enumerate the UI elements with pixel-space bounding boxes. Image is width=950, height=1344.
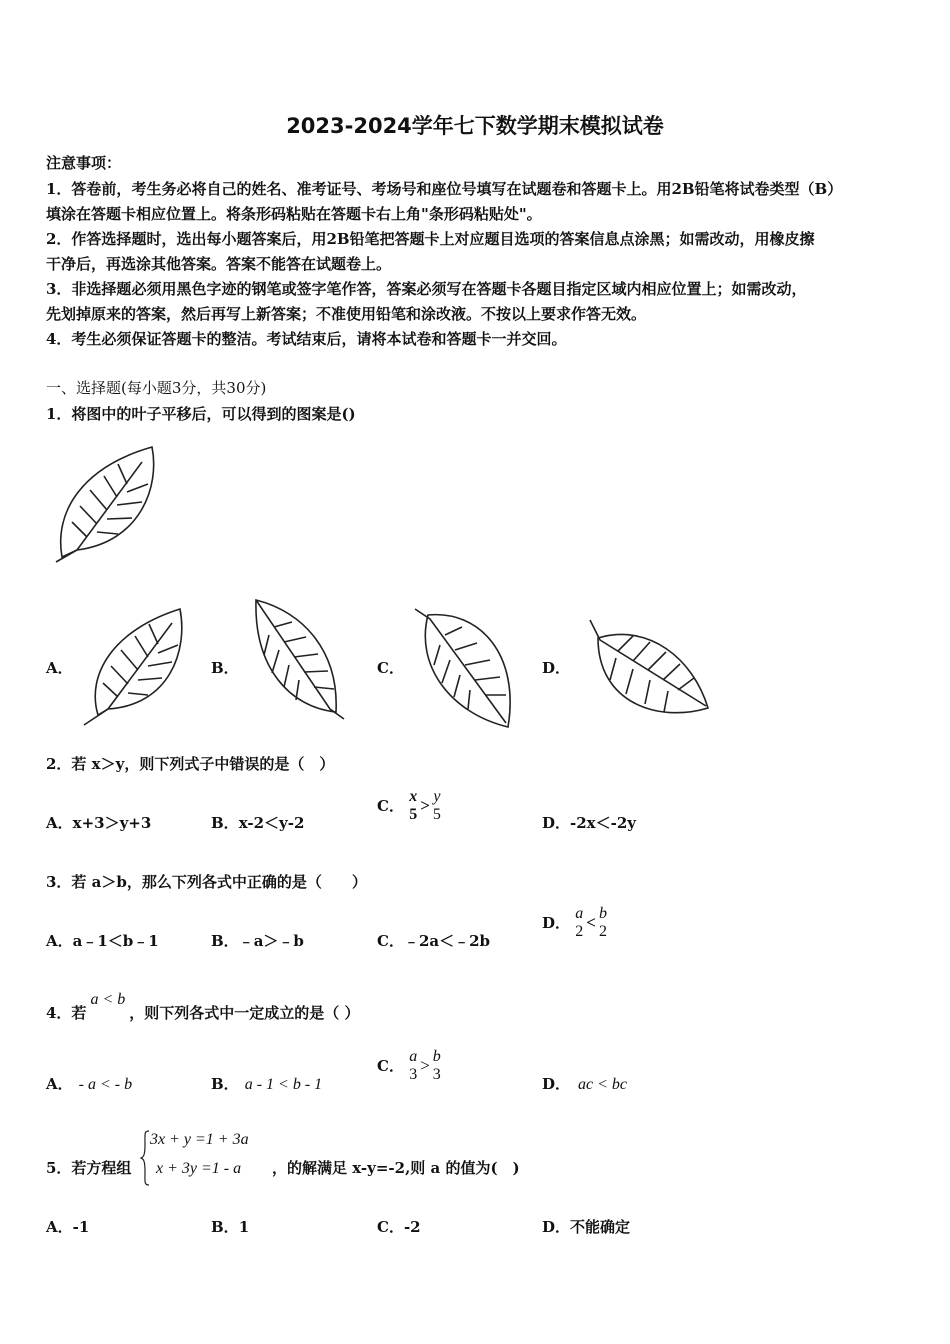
numerator: a — [575, 905, 584, 922]
q3-option-c[interactable] — [377, 930, 490, 951]
option-text: ﹣a＞﹣b — [238, 932, 304, 950]
page-title: 2023-2024学年七下数学期末模拟试卷 — [286, 114, 664, 138]
q5-option-b[interactable] — [211, 1216, 249, 1237]
equation-2: x + 3y =1 - a — [156, 1160, 242, 1177]
q1-option-b-label: B． — [211, 659, 239, 677]
numerator: a — [409, 1048, 418, 1065]
q2-option-b[interactable] — [211, 812, 304, 833]
q5-stem-prefix: 5．若方程组 — [46, 1159, 132, 1177]
option-label: B． — [211, 814, 239, 832]
leaf-option-c-image[interactable] — [410, 605, 520, 730]
option-label: C． — [377, 932, 404, 950]
option-label: B． — [211, 1075, 239, 1093]
denominator: 5 — [432, 805, 441, 823]
notice-line: 填涂在答题卡相应位置上。将条形码粘贴在答题卡右上角"条形码粘贴处"。 — [46, 205, 542, 223]
option-text: x-2＜y-2 — [238, 814, 305, 832]
q1-option-d-label: D． — [542, 659, 571, 677]
fraction — [409, 1048, 417, 1083]
q3-option-a[interactable] — [46, 930, 159, 951]
q2-stem: 2．若 x＞y，则下列式子中错误的是（ ） — [46, 755, 335, 773]
q1-option-a-label: A． — [46, 659, 73, 677]
option-label: C． — [377, 1218, 404, 1236]
notice-heading: 注意事项： — [46, 154, 122, 172]
notice-line: 1．答卷前，考生务必将自己的姓名、准考证号、考场号和座位号填写在试题卷和答题卡上。用2B铅笔将试卷类型（B） — [46, 180, 843, 198]
option-text: 1 — [238, 1218, 250, 1236]
q1-option-c-label: C． — [377, 659, 404, 677]
denominator: 3 — [432, 1065, 441, 1083]
option-text: ac < bc — [578, 1076, 628, 1093]
q4-option-b[interactable] — [211, 1073, 322, 1094]
section-heading: 一、选择题(每小题3分，共30分) — [46, 379, 267, 397]
q5-option-d[interactable] — [542, 1216, 630, 1237]
option-label: A． — [46, 1218, 73, 1236]
option-label: D． — [542, 1075, 571, 1093]
q1-stem: 1．将图中的叶子平移后，可以得到的图案是() — [46, 405, 356, 423]
q2-option-c[interactable] — [377, 788, 441, 823]
notice-line: 2．作答选择题时，选出每小题答案后，用2B铅笔把答题卡上对应题目选项的答案信息点涂黑；如需改动，用橡皮擦 — [46, 230, 815, 248]
q2-option-a[interactable] — [46, 812, 151, 833]
option-label: D． — [542, 1218, 571, 1236]
notice-line: 4．考生必须保证答题卡的整洁。考试结束后，请将本试卷和答题卡一并交回。 — [46, 330, 567, 348]
option-label: B． — [211, 932, 239, 950]
q4-option-a[interactable] — [46, 1073, 132, 1094]
stem-math: a < b — [90, 991, 126, 1008]
option-label: A． — [46, 814, 73, 832]
option-text: -2 — [403, 1218, 421, 1236]
relation-symbol: < — [586, 912, 596, 932]
option-label: D． — [542, 814, 571, 832]
option-text: a - 1 < b - 1 — [244, 1076, 323, 1093]
option-text: a﹣1＜b﹣1 — [72, 932, 159, 950]
leaf-option-d-image[interactable] — [588, 618, 713, 723]
option-label: B． — [211, 1218, 239, 1236]
notice-line: 干净后，再选涂其他答案。答案不能答在试题卷上。 — [46, 255, 392, 273]
denominator: 3 — [409, 1065, 418, 1083]
numerator: b — [598, 905, 607, 922]
q3-option-b[interactable] — [211, 930, 304, 951]
option-text: -2x＜-2y — [570, 814, 636, 832]
option-label: C． — [377, 797, 404, 816]
denominator: 2 — [598, 922, 607, 940]
option-label: A． — [46, 932, 73, 950]
option-text: 不能确定 — [570, 1218, 631, 1236]
equation-1: 3x + y =1 + 3a — [150, 1131, 249, 1148]
option-text: -1 — [72, 1218, 90, 1236]
notice-line: 3．非选择题必须用黑色字迹的钢笔或签字笔作答，答案必须写在答题卡各题目指定区域内相应位置上；如需改动， — [46, 280, 807, 298]
option-label: D． — [542, 914, 571, 933]
relation-symbol: > — [420, 1055, 430, 1075]
option-label: A． — [46, 1075, 73, 1093]
option-text: x+3＞y+3 — [72, 814, 152, 832]
brace-icon — [140, 1130, 150, 1186]
fraction — [409, 788, 417, 823]
numerator: y — [433, 788, 441, 805]
stem-suffix: ，则下列各式中一定成立的是（ ） — [129, 1004, 360, 1022]
option-label: C． — [377, 1057, 404, 1076]
numerator: x — [409, 788, 418, 805]
fraction — [575, 905, 583, 940]
stem-prefix: 4．若 — [46, 1004, 87, 1022]
q4-option-c[interactable] — [377, 1048, 441, 1083]
q2-option-d[interactable] — [542, 812, 636, 833]
q4-option-d[interactable] — [542, 1073, 627, 1094]
leaf-option-b-image[interactable] — [244, 597, 354, 722]
denominator: 2 — [575, 922, 584, 940]
q3-option-d[interactable] — [542, 905, 607, 940]
relation-symbol: > — [420, 795, 430, 815]
q5-option-a[interactable] — [46, 1216, 89, 1237]
q5-option-c[interactable] — [377, 1216, 421, 1237]
leaf-option-a-image[interactable] — [78, 605, 188, 730]
numerator: b — [432, 1048, 441, 1065]
fraction — [433, 788, 441, 823]
option-text: ﹣2a＜﹣2b — [403, 932, 491, 950]
option-text: - a < - b — [78, 1076, 133, 1093]
denominator: 5 — [409, 805, 418, 823]
q5-stem-suffix: ，的解满足 x-y=-2,则 a 的值为( ) — [272, 1159, 520, 1177]
leaf-reference-image — [52, 442, 162, 567]
notice-line: 先划掉原来的答案，然后再写上新答案；不准使用铅笔和涂改液。不按以上要求作答无效。 — [46, 305, 647, 323]
q3-stem: 3．若 a＞b，那么下列各式中正确的是（ ） — [46, 873, 367, 891]
fraction — [599, 905, 607, 940]
q4-stem — [46, 991, 360, 1023]
fraction — [433, 1048, 441, 1083]
